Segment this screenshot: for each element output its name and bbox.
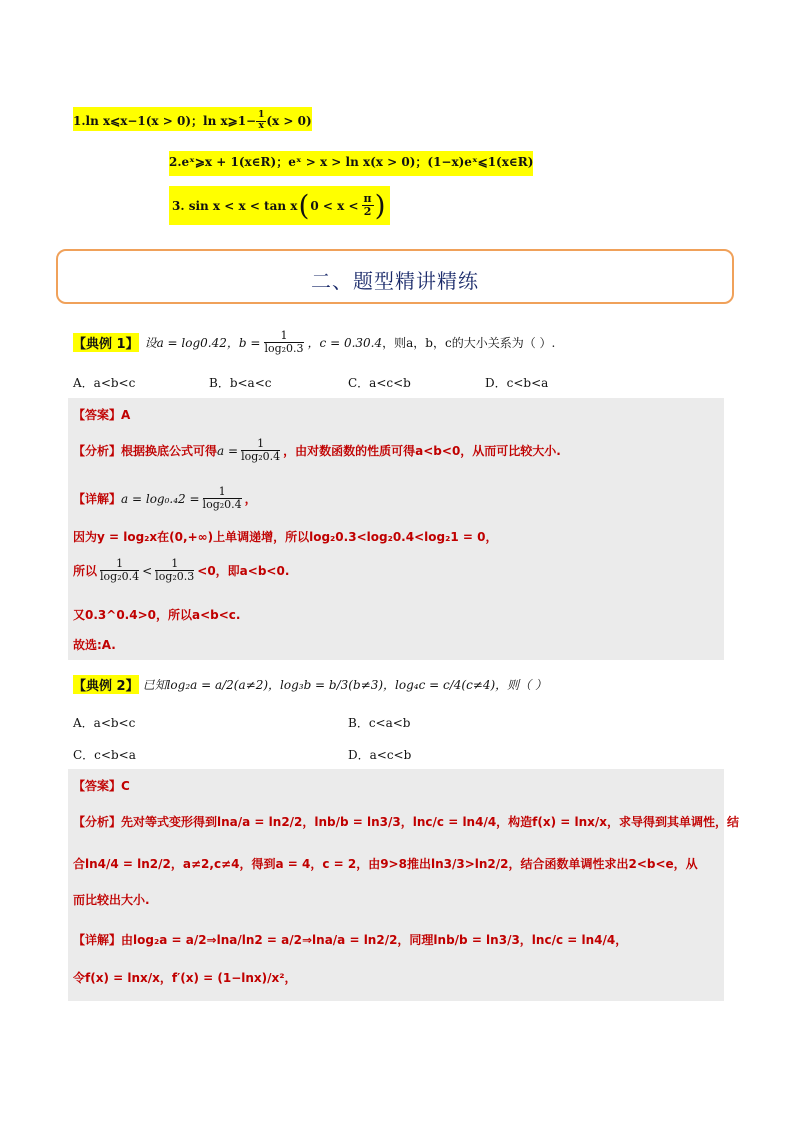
example-1-stem-d: ，则a，b，c的大小关系为（ ）.	[382, 336, 556, 351]
example-1-analysis	[73, 438, 561, 463]
example-2-option-c[interactable]: C．c<b<a	[73, 748, 136, 762]
formula-3	[169, 186, 390, 225]
example-1-solution-panel	[68, 398, 724, 660]
section-title: 二、题型精讲精练	[311, 269, 479, 293]
example-2-option-a[interactable]: A．a<b<c	[73, 716, 136, 730]
formula-2-text: 2.eˣ⩾x + 1(x∈R)；eˣ > x > ln x(x > 0)；(1−x)eˣ⩽1(x∈R)	[169, 155, 534, 169]
formula-3-text-a: 3. sin x < x < tan x	[172, 198, 298, 213]
example-2-tag: 【典例 2】	[73, 675, 139, 694]
fraction-numerator: 1	[241, 438, 280, 451]
analysis-tag: 【分析】	[73, 815, 122, 829]
example-1-option-b[interactable]: B．b<a<c	[209, 376, 272, 390]
example-2-analysis-3: 而比较出大小.	[73, 893, 150, 907]
fraction-numerator: 1	[258, 110, 265, 120]
formula-2	[169, 151, 533, 176]
detail-3-text-b: <0，即a<b<0.	[197, 564, 290, 579]
example-1-stem-b: 2，b =	[219, 336, 261, 351]
example-1-sup: 0.4	[363, 335, 383, 350]
fraction-numerator: 1	[100, 558, 139, 571]
example-1-stem-a: 设a = log	[144, 336, 201, 351]
example-1-answer: 【答案】A	[73, 408, 131, 422]
fraction-denominator: log₂0.4	[202, 498, 242, 512]
example-2-option-b[interactable]: B．c<a<b	[348, 716, 411, 730]
formula-3-paren-right: )	[374, 188, 386, 222]
detail-1-math: a = log₀.₄2 =	[121, 491, 200, 506]
example-2-analysis-2: 合ln4/4 = ln2/2，a≠2,c≠4，得到a = 4，c = 2，由9>8推出ln3/3>ln2/2，结合函数单调性求出2<b<e，从	[73, 857, 698, 871]
section-header-box	[56, 249, 734, 304]
formula-3-text-b: 0 < x <	[310, 198, 359, 213]
formula-1-fraction	[256, 111, 266, 132]
example-1-stem-c: ，c = 0.3	[307, 336, 364, 351]
detail-1-fraction	[203, 486, 242, 511]
analysis-text-b: ，由对数函数的性质可得a<b<0，从而可比较大小.	[283, 444, 561, 459]
example-1-tag: 【典例 1】	[73, 333, 139, 352]
example-1-option-d[interactable]: D．c<b<a	[485, 376, 549, 390]
example-1-detail-3: 所以 $\frac{1}{\text{log₂0.4}}$ < $\frac{1}{\text{log₂0.3}}$ <0，即a<b<0.	[73, 557, 290, 584]
analysis-tag: 【分析】	[73, 444, 122, 459]
fraction-numerator: 1	[155, 558, 194, 571]
example-1-fraction-b	[264, 330, 303, 355]
example-2-option-d[interactable]: D．a<c<b	[348, 748, 412, 762]
example-2-analysis-1	[73, 813, 739, 830]
example-1-detail-4: 又0.3^0.4>0，所以a<b<c.	[73, 608, 241, 622]
example-2-detail-1	[73, 931, 627, 948]
detail-tag: 【详解】	[73, 933, 122, 947]
formula-1-text-a: 1.ln x⩽x−1(x > 0)；ln x⩾1−	[73, 113, 257, 128]
analysis-math: a =	[217, 443, 239, 458]
fraction-denominator: 2	[363, 205, 372, 218]
example-2-detail-2: 令f(x) = lnx/x，f′(x) = (1−lnx)/x²，	[73, 971, 297, 985]
fraction-denominator: log₂0.4	[100, 570, 140, 584]
example-1-option-c[interactable]: C．a<c<b	[348, 376, 411, 390]
example-1-stem	[73, 330, 555, 355]
detail-tag: 【详解】	[73, 492, 122, 507]
fraction-denominator: log₂0.4	[241, 450, 281, 464]
formula-1-text-b: (x > 0)	[266, 113, 312, 128]
example-1-detail-1: 【详解】 a = log₀.₄2 = $\frac{1}{\text{log₂0.4}}$ ，	[73, 485, 257, 512]
analysis-fraction	[241, 438, 280, 463]
formula-3-fraction	[362, 193, 374, 218]
fraction-denominator: x	[258, 120, 264, 131]
detail-line-1: 由log₂a = a/2⇒lna/ln2 = a/2⇒lna/a = ln2/2，同理lnb/b = ln3/3，lnc/c = ln4/4，	[121, 933, 628, 947]
fraction-denominator: log₂0.3	[264, 342, 304, 356]
fraction-numerator: 1	[264, 330, 303, 343]
formula-3-paren-left: (	[298, 188, 310, 222]
formula-1	[73, 107, 312, 131]
detail-3-text-a: 所以	[73, 564, 98, 579]
example-2-stem-text: 已知log₂a = a/2(a≠2)，log₃b = b/3(b≠3)，log₄c = c/4(c≠4)，则（ ）	[142, 678, 547, 692]
example-1-detail-2: 因为y = log₂x在(0,+∞)上单调递增，所以log₂0.3<log₂0.4<log₂1 = 0，	[73, 530, 498, 544]
fraction-denominator: log₂0.3	[155, 570, 195, 584]
fraction-numerator: π	[363, 191, 372, 205]
analysis-line-1: 先对等式变形得到lna/a = ln2/2，lnb/b = ln3/3，lnc/c = ln4/4，构造f(x) = lnx/x，求导得到其单调性，结	[121, 815, 740, 829]
fraction-numerator: 1	[203, 486, 242, 499]
detail-3-fraction-1	[100, 558, 139, 583]
example-2-solution-panel	[68, 769, 740, 1001]
example-2-stem	[73, 675, 547, 694]
example-1-sub: 0.4	[200, 335, 220, 350]
example-1-detail-5: 故选:A.	[73, 638, 116, 652]
detail-3-fraction-2	[155, 558, 194, 583]
example-1-option-a[interactable]: A．a<b<c	[73, 376, 136, 390]
analysis-text-a: 根据换底公式可得	[121, 444, 218, 459]
example-2-answer: 【答案】C	[73, 779, 130, 793]
